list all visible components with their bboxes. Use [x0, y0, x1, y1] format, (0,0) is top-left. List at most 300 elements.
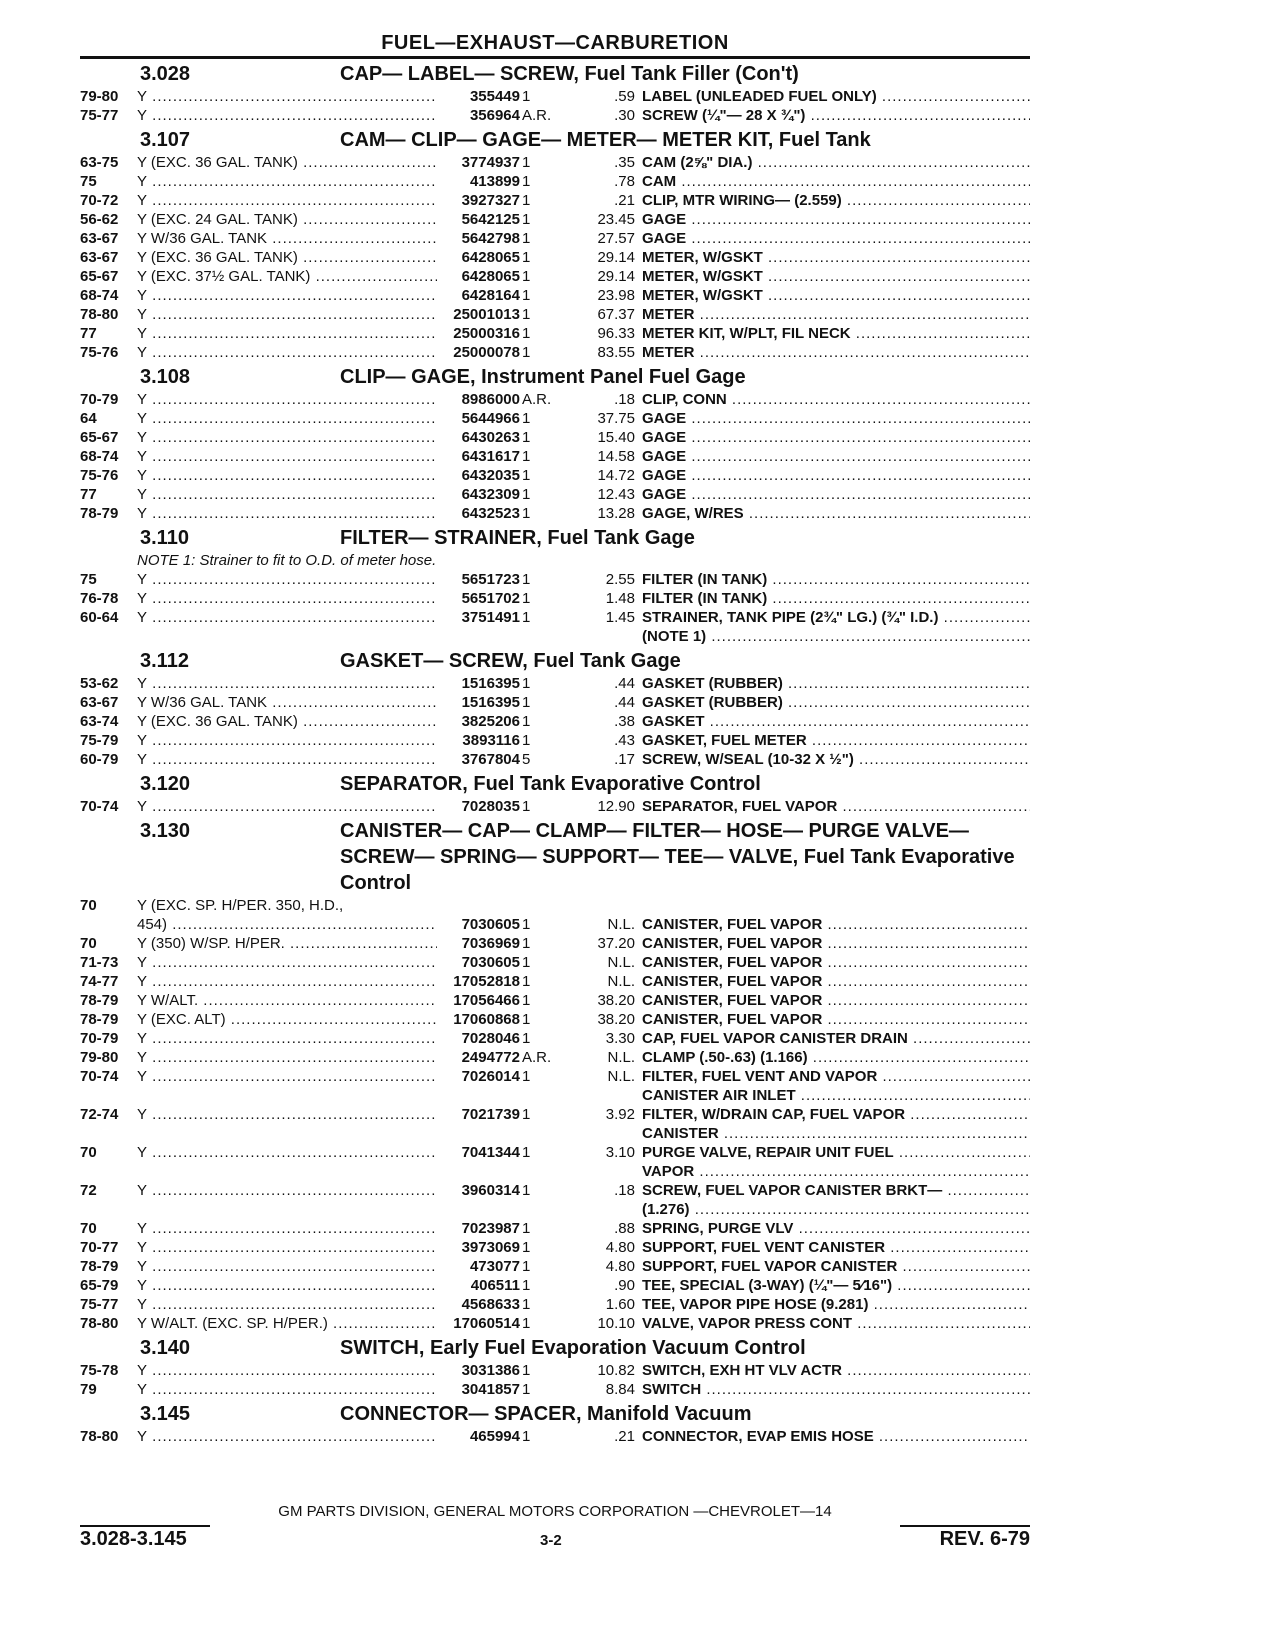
part-row	[80, 674, 1030, 693]
quantity: 1	[522, 1258, 531, 1275]
model-years: 70-77	[80, 1239, 119, 1256]
application: Y .....	[137, 504, 437, 523]
model-years: 70	[80, 1220, 97, 1237]
part-row	[80, 693, 1030, 712]
part-row	[80, 1257, 1030, 1276]
part-number: 3825206	[461, 713, 520, 730]
part-number: 5651723	[461, 571, 520, 588]
part-row	[80, 1314, 1030, 1333]
application: Y .....	[137, 466, 437, 485]
part-number: 17060514	[453, 1315, 520, 1332]
part-row	[80, 286, 1030, 305]
part-description: PURGE VALVE, REPAIR UNIT FUEL .....	[642, 1143, 1030, 1162]
part-description: GASKET (RUBBER) .....	[642, 674, 1030, 693]
part-description: CANISTER, FUEL VAPOR .....	[642, 1010, 1030, 1029]
model-years: 75-79	[80, 732, 119, 749]
quantity: 1	[522, 1182, 531, 1199]
part-row	[80, 191, 1030, 210]
quantity: 1	[522, 732, 531, 749]
model-years: 79-80	[80, 88, 119, 105]
quantity: 1	[522, 1296, 531, 1313]
model-years: 78-79	[80, 1011, 119, 1028]
application: Y W/ALT. (EXC. SP. H/PER.) .....	[137, 1314, 437, 1333]
quantity: 1	[522, 287, 531, 304]
price: 10.10	[597, 1315, 635, 1332]
price: .18	[614, 391, 635, 408]
part-number: 7030605	[461, 954, 520, 971]
quantity: 1	[522, 249, 531, 266]
price: 27.57	[597, 230, 635, 247]
part-row	[80, 627, 1030, 646]
model-years: 79-80	[80, 1049, 119, 1066]
quantity: 1	[522, 1381, 531, 1398]
part-row	[80, 1238, 1030, 1257]
parts-list	[80, 1427, 1030, 1446]
quantity: 1	[522, 571, 531, 588]
part-number: 355449	[469, 88, 520, 105]
part-description: GAGE .....	[642, 409, 1030, 428]
application: 454) .....	[137, 915, 437, 934]
model-years: 70	[80, 935, 97, 952]
part-description: GAGE .....	[642, 229, 1030, 248]
part-description: GAGE .....	[642, 485, 1030, 504]
price: 67.37	[597, 306, 635, 323]
footer-revision: REV. 6-79	[939, 1528, 1030, 1550]
part-row	[80, 1048, 1030, 1067]
part-number: 3960314	[461, 1182, 520, 1199]
part-description: GASKET (RUBBER) .....	[642, 693, 1030, 712]
price: 83.55	[597, 344, 635, 361]
quantity: 5	[522, 751, 531, 768]
part-description: METER, W/GSKT .....	[642, 286, 1030, 305]
part-description: CANISTER AIR INLET .....	[642, 1086, 1030, 1105]
section-title: CANISTER— CAP— CLAMP— FILTER— HOSE— PURGE VALVE— SCREW— SPRING— SUPPORT— TEE— VALVE, Fuel Tank Evaporative Control	[340, 820, 1015, 894]
part-description: SCREW (¼"— 28 X ¾") .....	[642, 106, 1030, 125]
model-years: 63-74	[80, 713, 119, 730]
part-row	[80, 953, 1030, 972]
part-number: 1516395	[461, 694, 520, 711]
application: Y .....	[137, 106, 437, 125]
application: Y .....	[137, 343, 437, 362]
quantity: 1	[522, 1277, 531, 1294]
section-number: 3.145	[140, 1403, 191, 1425]
model-years: 63-67	[80, 694, 119, 711]
quantity: 1	[522, 609, 531, 626]
section-heading	[80, 1401, 1030, 1427]
part-number: 6432309	[461, 486, 520, 503]
quantity: 1	[522, 1239, 531, 1256]
part-number: 3031386	[461, 1362, 520, 1379]
price: N.L.	[607, 954, 635, 971]
price: 12.90	[597, 798, 635, 815]
quantity: 1	[522, 1011, 531, 1028]
part-number: 25000078	[453, 344, 520, 361]
model-years: 74-77	[80, 973, 119, 990]
part-description: GASKET .....	[642, 712, 1030, 731]
quantity: 1	[522, 1220, 531, 1237]
quantity: 1	[522, 429, 531, 446]
quantity: 1	[522, 173, 531, 190]
price: 23.45	[597, 211, 635, 228]
part-row	[80, 1010, 1030, 1029]
part-number: 5642798	[461, 230, 520, 247]
application: Y .....	[137, 953, 437, 972]
quantity: 1	[522, 590, 531, 607]
price: .35	[614, 154, 635, 171]
application: Y .....	[137, 972, 437, 991]
parts-list	[80, 570, 1030, 646]
part-number: 17056466	[453, 992, 520, 1009]
part-description: STRAINER, TANK PIPE (2¾" LG.) (¾" I.D.) .....	[642, 608, 1030, 627]
part-number: 17052818	[453, 973, 520, 990]
application: Y .....	[137, 390, 437, 409]
part-number: 5642125	[461, 211, 520, 228]
quantity: 1	[522, 798, 531, 815]
section-title: CAM— CLIP— GAGE— METER— METER KIT, Fuel Tank	[340, 129, 871, 151]
parts-list	[80, 153, 1030, 362]
parts-list	[80, 797, 1030, 816]
quantity: 1	[522, 211, 531, 228]
part-row	[80, 1124, 1030, 1143]
model-years: 70-74	[80, 798, 119, 815]
model-years: 70-72	[80, 192, 119, 209]
part-number: 7041344	[461, 1144, 520, 1161]
part-number: 7023987	[461, 1220, 520, 1237]
application: Y .....	[137, 1219, 437, 1238]
model-years: 77	[80, 325, 97, 342]
quantity: 1	[522, 344, 531, 361]
part-description: SUPPORT, FUEL VAPOR CANISTER .....	[642, 1257, 1030, 1276]
section-number: 3.112	[140, 650, 189, 672]
price: .17	[614, 751, 635, 768]
part-number: 7028046	[461, 1030, 520, 1047]
model-years: 79	[80, 1381, 97, 1398]
quantity: 1	[522, 973, 531, 990]
model-years: 64	[80, 410, 97, 427]
part-description: (1.276) .....	[642, 1200, 1030, 1219]
part-number: 3774937	[461, 154, 520, 171]
section-heading	[80, 1335, 1030, 1361]
part-number: 6428164	[461, 287, 520, 304]
price: 1.60	[605, 1296, 635, 1313]
part-row	[80, 504, 1030, 523]
part-description: SCREW, FUEL VAPOR CANISTER BRKT— .....	[642, 1181, 1030, 1200]
part-number: 6432523	[461, 505, 520, 522]
application: Y .....	[137, 1143, 437, 1162]
part-row	[80, 731, 1030, 750]
price: 13.28	[597, 505, 635, 522]
quantity: 1	[522, 88, 531, 105]
part-number: 7030605	[461, 916, 520, 933]
application: Y .....	[137, 485, 437, 504]
model-years: 75-77	[80, 1296, 119, 1313]
model-years: 68-74	[80, 287, 119, 304]
model-years: 65-67	[80, 268, 119, 285]
part-description: GAGE, W/RES .....	[642, 504, 1030, 523]
section-note: NOTE 1: Strainer to fit to O.D. of meter hose.	[137, 552, 437, 569]
sections-container	[80, 61, 1030, 1446]
quantity: 1	[522, 713, 531, 730]
price: .78	[614, 173, 635, 190]
part-description: CAM (2⅝" DIA.) .....	[642, 153, 1030, 172]
part-description: SWITCH .....	[642, 1380, 1030, 1399]
model-years: 78-79	[80, 992, 119, 1009]
part-row	[80, 972, 1030, 991]
application: Y .....	[137, 731, 437, 750]
part-row	[80, 896, 1030, 915]
part-row	[80, 1086, 1030, 1105]
application: Y .....	[137, 191, 437, 210]
part-description: METER, W/GSKT .....	[642, 248, 1030, 267]
model-years: 65-79	[80, 1277, 119, 1294]
part-description: VALVE, VAPOR PRESS CONT .....	[642, 1314, 1030, 1333]
part-number: 6428065	[461, 249, 520, 266]
part-description: CANISTER .....	[642, 1124, 1030, 1143]
quantity: 1	[522, 694, 531, 711]
model-years: 63-67	[80, 249, 119, 266]
section-number: 3.110	[140, 527, 189, 549]
price: 14.72	[597, 467, 635, 484]
quantity: 1	[522, 306, 531, 323]
part-row	[80, 1276, 1030, 1295]
model-years: 77	[80, 486, 97, 503]
application: Y W/ALT. .....	[137, 991, 437, 1010]
price: 38.20	[597, 992, 635, 1009]
price: .90	[614, 1277, 635, 1294]
part-number: 17060868	[453, 1011, 520, 1028]
section-number: 3.130	[140, 820, 191, 842]
part-number: 1516395	[461, 675, 520, 692]
model-years: 63-75	[80, 154, 119, 171]
parts-list	[80, 674, 1030, 769]
part-row	[80, 229, 1030, 248]
part-row	[80, 305, 1030, 324]
part-description: CANISTER, FUEL VAPOR .....	[642, 972, 1030, 991]
part-row	[80, 390, 1030, 409]
price: 4.80	[605, 1239, 635, 1256]
application: Y .....	[137, 570, 437, 589]
part-row	[80, 428, 1030, 447]
application: Y .....	[137, 409, 437, 428]
section-number: 3.140	[140, 1337, 191, 1359]
section-number: 3.107	[140, 129, 191, 151]
footer-rule-right	[900, 1525, 1030, 1527]
application: Y .....	[137, 1238, 437, 1257]
part-row	[80, 797, 1030, 816]
model-years: 75-76	[80, 467, 119, 484]
model-years: 75-77	[80, 107, 119, 124]
quantity: 1	[522, 1144, 531, 1161]
part-row	[80, 1162, 1030, 1181]
model-years: 75-76	[80, 344, 119, 361]
model-years: 70-74	[80, 1068, 119, 1085]
quantity: 1	[522, 192, 531, 209]
catalog-page	[80, 30, 1030, 1446]
part-row	[80, 210, 1030, 229]
part-number: 3767804	[461, 751, 520, 768]
part-number: 5644966	[461, 410, 520, 427]
part-description: FILTER (IN TANK) .....	[642, 589, 1030, 608]
model-years: 60-79	[80, 751, 119, 768]
application: Y (EXC. SP. H/PER. 350, H.D.,	[137, 897, 344, 914]
application: Y .....	[137, 1295, 437, 1314]
part-description: GASKET, FUEL METER .....	[642, 731, 1030, 750]
model-years: 75	[80, 173, 97, 190]
application: Y .....	[137, 1105, 437, 1124]
model-years: 65-67	[80, 429, 119, 446]
section-number: 3.120	[140, 773, 191, 795]
part-row	[80, 915, 1030, 934]
application: Y .....	[137, 1276, 437, 1295]
price: 23.98	[597, 287, 635, 304]
application: Y (350) W/SP. H/PER. .....	[137, 934, 437, 953]
part-number: 7026014	[461, 1068, 520, 1085]
part-row	[80, 466, 1030, 485]
quantity: 1	[522, 1362, 531, 1379]
application: Y .....	[137, 797, 437, 816]
application: Y .....	[137, 447, 437, 466]
model-years: 53-62	[80, 675, 119, 692]
section-title: CAP— LABEL— SCREW, Fuel Tank Filler (Con't)	[340, 63, 799, 85]
application: Y .....	[137, 87, 437, 106]
price: .21	[614, 192, 635, 209]
part-description: LABEL (UNLEADED FUEL ONLY) .....	[642, 87, 1030, 106]
part-row	[80, 1029, 1030, 1048]
model-years: 75-78	[80, 1362, 119, 1379]
model-years: 72	[80, 1182, 97, 1199]
part-description: FILTER, FUEL VENT AND VAPOR .....	[642, 1067, 1030, 1086]
part-row	[80, 750, 1030, 769]
part-number: 3927327	[461, 192, 520, 209]
model-years: 78-80	[80, 1428, 119, 1445]
price: .43	[614, 732, 635, 749]
application: Y .....	[137, 1048, 437, 1067]
part-row	[80, 1219, 1030, 1238]
model-years: 70-79	[80, 391, 119, 408]
part-description: METER .....	[642, 343, 1030, 362]
part-description: TEE, VAPOR PIPE HOSE (9.281) .....	[642, 1295, 1030, 1314]
application: Y (EXC. ALT) .....	[137, 1010, 437, 1029]
part-description: CLIP, MTR WIRING— (2.559) .....	[642, 191, 1030, 210]
price: 29.14	[597, 249, 635, 266]
price: .44	[614, 675, 635, 692]
part-number: 25000316	[453, 325, 520, 342]
model-years: 78-79	[80, 505, 119, 522]
part-description: GAGE .....	[642, 466, 1030, 485]
page-header: FUEL—EXHAUST—CARBURETION	[80, 30, 1030, 59]
part-row	[80, 1181, 1030, 1200]
footer-rule-left	[80, 1525, 210, 1527]
part-row	[80, 87, 1030, 106]
part-number: 406511	[470, 1277, 520, 1294]
quantity: 1	[522, 230, 531, 247]
part-description: CANISTER, FUEL VAPOR .....	[642, 915, 1030, 934]
part-description: TEE, SPECIAL (3-WAY) (¼"— 5⁄16") .....	[642, 1276, 1030, 1295]
part-description: GAGE .....	[642, 428, 1030, 447]
part-number: 6432035	[461, 467, 520, 484]
part-row	[80, 485, 1030, 504]
part-description: CONNECTOR, EVAP EMIS HOSE .....	[642, 1427, 1030, 1446]
quantity: 1	[522, 154, 531, 171]
quantity: 1	[522, 448, 531, 465]
quantity: 1	[522, 675, 531, 692]
part-row	[80, 324, 1030, 343]
section-title: CONNECTOR— SPACER, Manifold Vacuum	[340, 1403, 752, 1425]
part-description: FILTER (IN TANK) .....	[642, 570, 1030, 589]
model-years: 78-79	[80, 1258, 119, 1275]
part-description: CANISTER, FUEL VAPOR .....	[642, 953, 1030, 972]
application: Y (EXC. 36 GAL. TANK) .....	[137, 712, 437, 731]
quantity: 1	[522, 916, 531, 933]
part-number: 465994	[469, 1428, 520, 1445]
part-description: SEPARATOR, FUEL VAPOR .....	[642, 797, 1030, 816]
section-heading	[80, 364, 1030, 390]
part-description: CLAMP (.50-.63) (1.166) .....	[642, 1048, 1030, 1067]
application: Y (EXC. 24 GAL. TANK) .....	[137, 210, 437, 229]
part-description: CLIP, CONN .....	[642, 390, 1030, 409]
part-row	[80, 248, 1030, 267]
price: 14.58	[597, 448, 635, 465]
price: .21	[614, 1428, 635, 1445]
price: N.L.	[607, 1049, 635, 1066]
part-row	[80, 1427, 1030, 1446]
application: Y .....	[137, 1181, 437, 1200]
part-number: 6430263	[461, 429, 520, 446]
footer-publisher: GM PARTS DIVISION, GENERAL MOTORS CORPORATION —CHEVROLET—14	[278, 1503, 832, 1520]
application: Y .....	[137, 750, 437, 769]
model-years: 75	[80, 571, 97, 588]
price: .44	[614, 694, 635, 711]
quantity: 1	[522, 935, 531, 952]
application: Y .....	[137, 172, 437, 191]
part-number: 6431617	[461, 448, 520, 465]
part-description: VAPOR .....	[642, 1162, 1030, 1181]
price: 37.75	[597, 410, 635, 427]
part-description: FILTER, W/DRAIN CAP, FUEL VAPOR .....	[642, 1105, 1030, 1124]
section-title: FILTER— STRAINER, Fuel Tank Gage	[340, 527, 695, 549]
quantity: A.R.	[522, 1049, 552, 1066]
part-row	[80, 570, 1030, 589]
price: 2.55	[605, 571, 635, 588]
quantity: 1	[522, 505, 531, 522]
price: 1.48	[605, 590, 635, 607]
quantity: 1	[522, 1068, 531, 1085]
application: Y .....	[137, 305, 437, 324]
section-heading	[80, 127, 1030, 153]
quantity: 1	[522, 992, 531, 1009]
application: Y (EXC. 36 GAL. TANK) .....	[137, 248, 437, 267]
quantity: 1	[522, 1315, 531, 1332]
application: Y .....	[137, 1029, 437, 1048]
model-years: 71-73	[80, 954, 119, 971]
model-years: 63-67	[80, 230, 119, 247]
price: 3.30	[605, 1030, 635, 1047]
part-number: 25001013	[453, 306, 520, 323]
application: Y .....	[137, 286, 437, 305]
footer-section-range: 3.028-3.145	[80, 1528, 187, 1550]
application: Y .....	[137, 1067, 437, 1086]
price: 96.33	[597, 325, 635, 342]
section-title: GASKET— SCREW, Fuel Tank Gage	[340, 650, 681, 672]
part-description: CANISTER, FUEL VAPOR .....	[642, 934, 1030, 953]
price: 12.43	[597, 486, 635, 503]
part-number: 7036969	[461, 935, 520, 952]
section-heading	[80, 61, 1030, 87]
application: Y .....	[137, 1380, 437, 1399]
section-heading	[80, 648, 1030, 674]
quantity: 1	[522, 486, 531, 503]
quantity: 1	[522, 1428, 531, 1445]
